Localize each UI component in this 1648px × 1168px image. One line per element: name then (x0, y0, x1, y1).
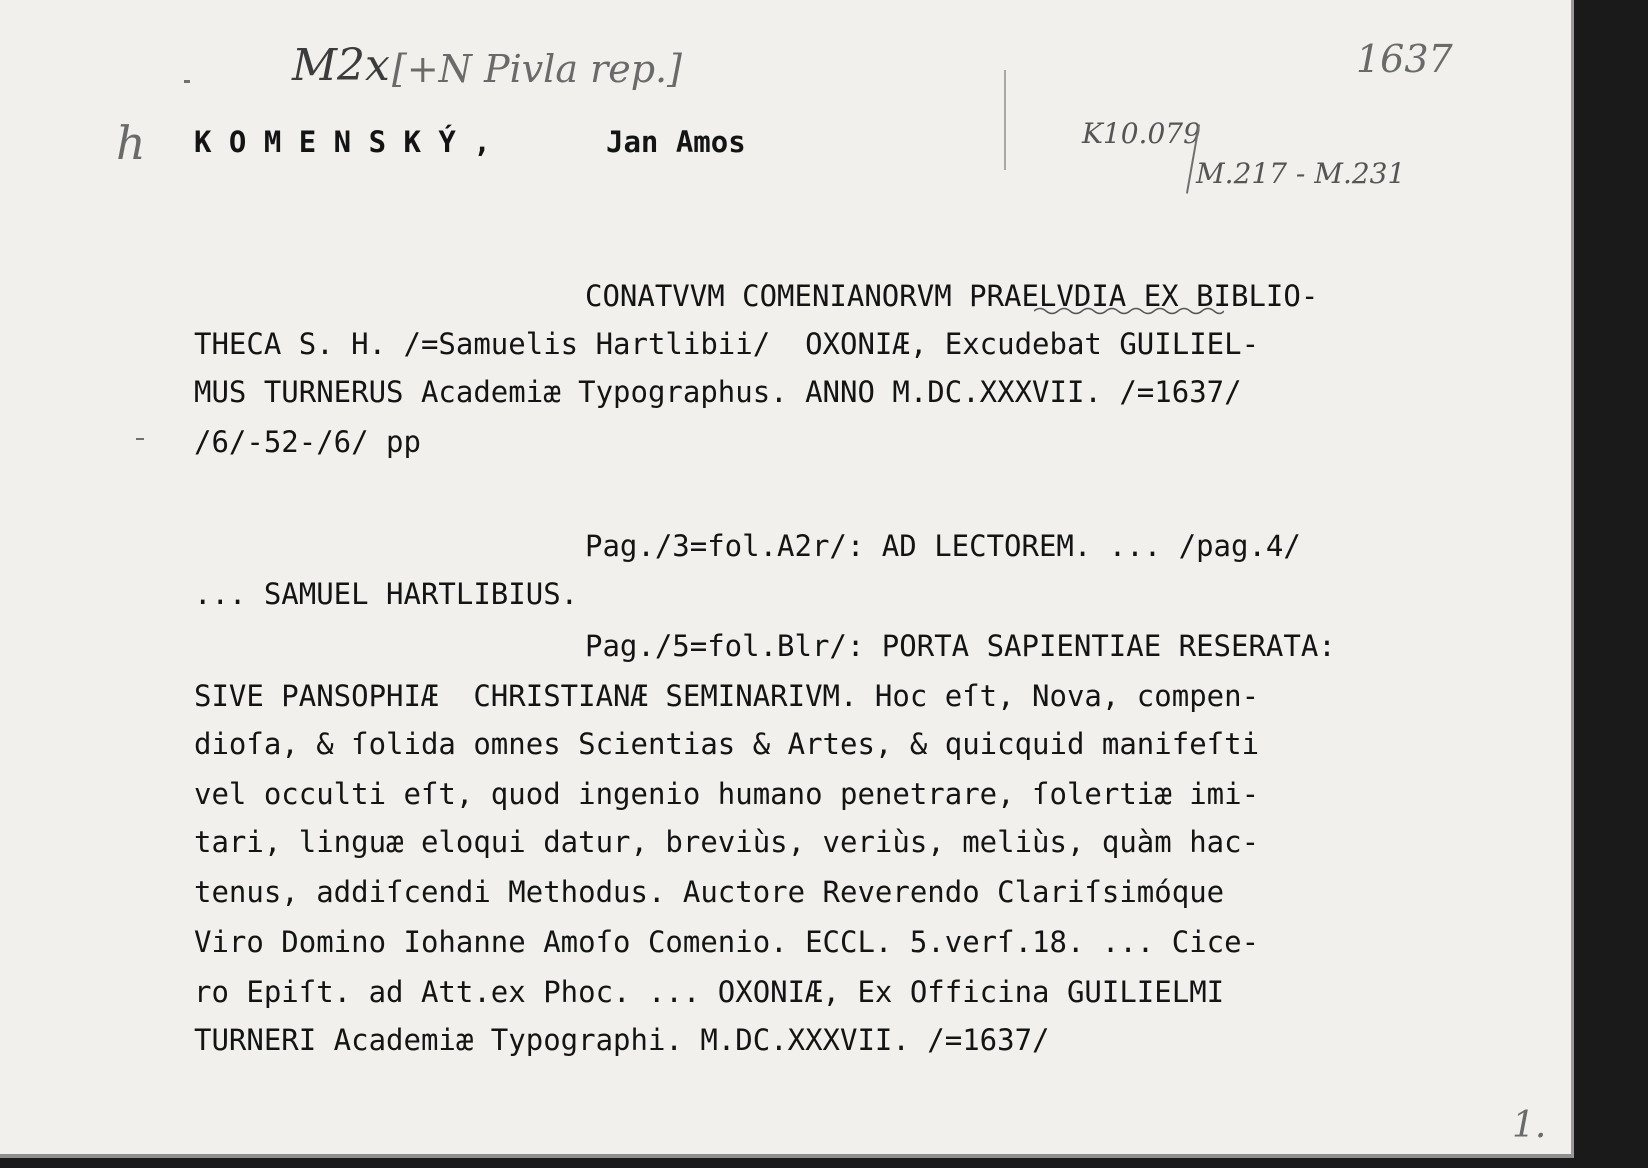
title-line-1: CONATVVM COMENIANORVM PRAELVDIA EX BIBLIO- (585, 279, 1319, 313)
author-surname: K O M E N S K Ý , (194, 125, 491, 159)
title-line-4: /6/-52-/6/ pp (194, 425, 421, 459)
note-1-line-1: Pag./3=fol.A2r/: AD LECTOREM. ... /pag.4/ (585, 529, 1301, 563)
pencil-stroke (184, 80, 190, 83)
handwritten-year: 1637 (1356, 37, 1453, 81)
title-line-3: MUS TURNERUS Academiæ Typographus. ANNO M.DC.XXXVII. /=1637/ (194, 375, 1242, 409)
handwritten-bracket-note: [+N Pivla rep.] (392, 47, 682, 91)
author-given-names: Jan Amos (606, 125, 746, 159)
handwritten-registry: K10.079 (1082, 117, 1201, 150)
note-2-line-8: ro Epiſt. ad Att.ex Phoc. ... OXONIÆ, Ex Officina GUILIELMI (194, 975, 1225, 1009)
note-2-line-7: Viro Domino Iohanne Amoſo Comenio. ECCL. 5.verſ.18. ... Cice- (194, 925, 1260, 959)
note-2-line-3: dioſa, & ſolida omnes Scientias & Artes, & quicquid manifeſti (194, 727, 1260, 761)
note-2-line-6: tenus, addiſcendi Methodus. Auctore Reverendo Clariſsimóque (194, 875, 1225, 909)
note-2-line-4: vel occulti eſt, quod ingenio humano penetrare, ſolertiæ imi- (194, 777, 1260, 811)
note-2-line-1: Pag./5=fol.Blr/: PORTA SAPIENTIAE RESERATA: (585, 629, 1336, 663)
pencil-stroke (1004, 70, 1006, 170)
wavy-underline (1034, 306, 1224, 316)
note-2-line-9: TURNERI Academiæ Typographi. M.DC.XXXVII. /=1637/ (194, 1023, 1050, 1057)
handwritten-range: M.217 - M.231 (1196, 157, 1406, 190)
handwritten-card-number: 1. (1512, 1105, 1547, 1146)
handwritten-letter: h (116, 116, 146, 170)
title-line-2: THECA S. H. /=Samuelis Hartlibii/ OXONIÆ, Excudebat GUILIEL- (194, 327, 1260, 361)
note-1-line-2: ... SAMUEL HARTLIBIUS. (194, 577, 579, 611)
note-2-line-5: tari, linguæ eloqui datur, breviùs, veriùs, meliùs, quàm hac- (194, 825, 1260, 859)
note-2-line-2: SIVE PANSOPHIÆ CHRISTIANÆ SEMINARIVM. Hoc eſt, Nova, compen- (194, 679, 1260, 713)
handwritten-shelf-mark: M2x (292, 40, 390, 91)
pencil-stroke (136, 438, 144, 440)
